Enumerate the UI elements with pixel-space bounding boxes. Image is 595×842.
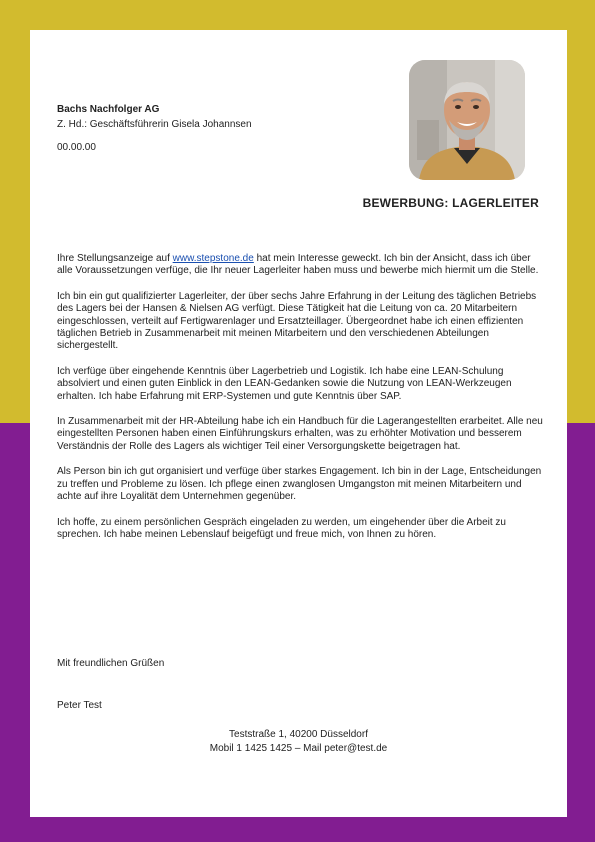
letter-closing: Mit freundlichen Grüßen [57,658,165,669]
paragraph-intro-text-end: hat mein Interesse geweckt. Ich bin der Ansicht, dass ich über alle Voraussetzungen verfüge, die Ihr neuer Lagerleiter haben muss und bewerbe mich hiermit um die Stelle. [57,253,539,277]
recipient-contact: Z. Hd.: Geschäftsführerin Gisela Johannsen [57,119,252,130]
paragraph-personality: Als Person bin ich gut organisiert und verfüge über starkes Engagement. Ich bin in der Lage, Entscheidungen zu treffen und Probleme zu lösen. Ich pflege einen zwanglosen Umgangston mit meinen Mitarbeitern und achte auf ihre Loyalität dem Unternehmen gegenüber. [57,466,542,503]
footer-address: Teststraße 1, 40200 Düsseldorf [229,729,368,740]
portrait-illustration [409,60,525,180]
paragraph-experience: Ich bin ein gut qualifizierter Lagerleiter, der über sechs Jahre Erfahrung in der Leitung des täglichen Betriebs des Lagers bei der Hansen & Nielsen AG verfügt. Diese Tätigkeit hat die Leitung von ca. 20 Mitarbeitern eingeschlossen, verteilt auf Fertigwarenlager und Ersatzteillager. Übergeordnet habe ich einen effizienten täglichen Betrieb in Zusammenarbeit mit meinen Mitarbeitern und den verschiedenen Abteilungen sichergestellt. [57,290,537,352]
letter-body [57,253,543,554]
paragraph-outlook: Ich hoffe, zu einem persönlichen Gespräch eingeladen zu werden, um eingehender über die Arbeit zu sprechen. Ich habe meinen Lebenslauf beigefügt und freue mich, von Ihnen zu hören. [57,516,506,540]
stepstone-link[interactable]: www.stepstone.de [172,253,254,264]
recipient-block [57,102,397,132]
letter-footer [30,728,567,756]
letter-subject: BEWERBUNG: LAGERLEITER [362,196,539,210]
letter-sheet [30,30,567,817]
applicant-photo [409,60,525,180]
paragraph-knowledge: Ich verfüge über eingehende Kenntnis über Lagerbetrieb und Logistik. Ich habe eine LEAN-Schulung absolviert und einen guten Einblick in den LEAN-Gedanken sowie die Nutzung von LEAN-Werkzeugen erhalten. Ich habe Erfahrung mit ERP-Systemen und gute Kenntnis über SAP. [57,365,512,402]
paragraph-intro [57,253,543,278]
paragraph-handbook: In Zusammenarbeit mit der HR-Abteilung habe ich ein Handbuch für die Lagerangestellten erarbeitet. Alle neu eingestellten Personen haben einen Einführungskurs erhalten, was zu erhöhter Motivation und besserem Verständnis der Rolle des Lagers als wichtiger Teil einer Versorgungskette beigetragen hat. [57,416,543,452]
recipient-company: Bachs Nachfolger AG [57,104,160,115]
letter-date: 00.00.00 [57,142,96,153]
paragraph-intro-text-start: Ihre Stellungsanzeige auf [57,253,173,264]
footer-contact: Mobil 1 1425 1425 – Mail peter@test.de [209,743,388,754]
letter-signature: Peter Test [57,700,102,711]
